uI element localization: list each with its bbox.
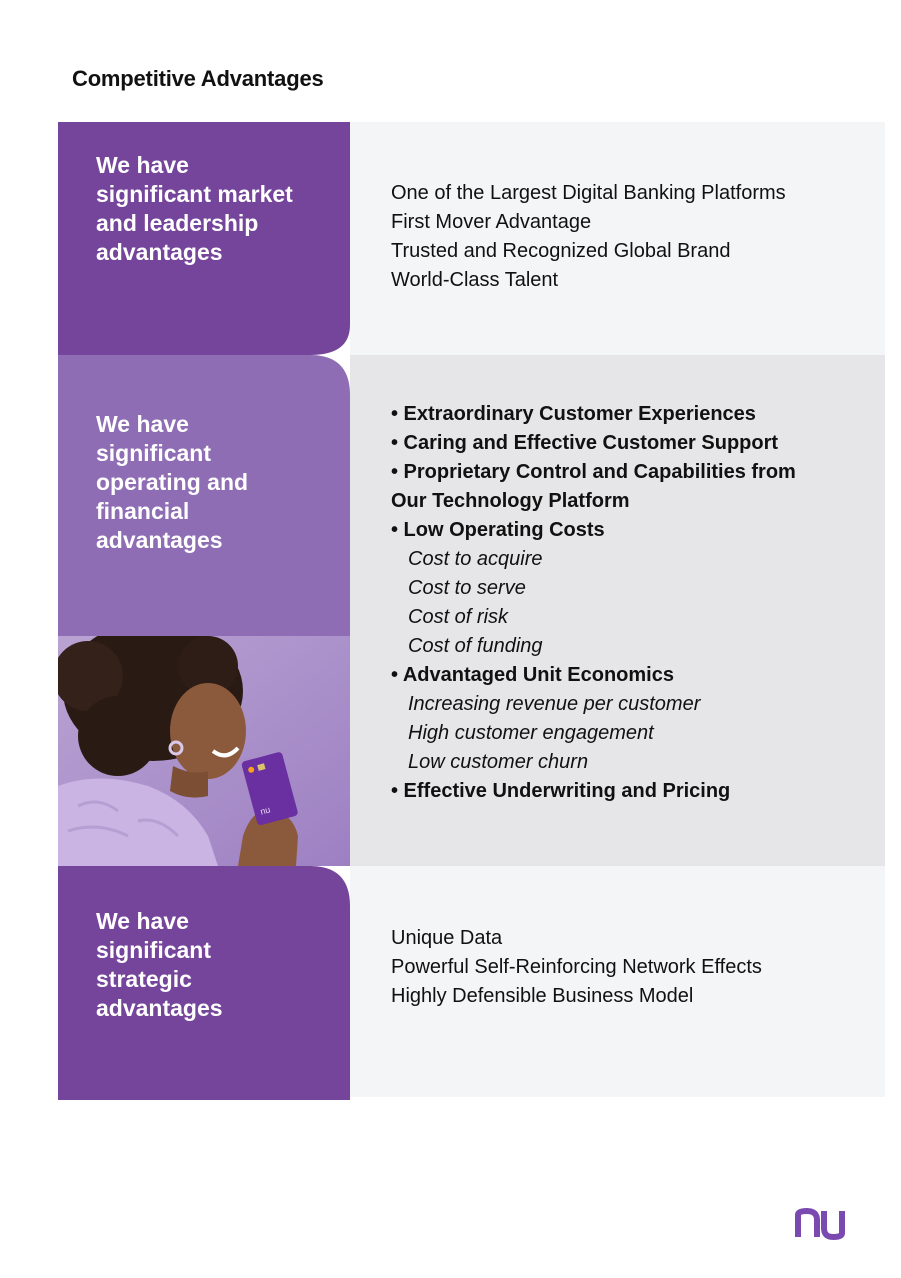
- list-item: One of the Largest Digital Banking Platforms: [391, 182, 786, 204]
- heading-line: We have: [96, 152, 189, 178]
- page-title: Competitive Advantages: [72, 66, 324, 91]
- list-subitem: Cost to serve: [408, 577, 526, 599]
- list-item: • Effective Underwriting and Pricing: [391, 780, 731, 802]
- heading-line: advantages: [96, 995, 223, 1021]
- heading-line: significant: [96, 440, 212, 466]
- list-item: • Proprietary Control and Capabilities from: [391, 461, 796, 483]
- list-subitem: Cost of risk: [408, 606, 509, 628]
- list-item: • Advantaged Unit Economics: [391, 664, 674, 686]
- heading-line: strategic: [96, 966, 192, 992]
- list-subitem: Increasing revenue per customer: [408, 693, 701, 715]
- section-3-heading: [58, 907, 350, 1023]
- list-item: Highly Defensible Business Model: [391, 985, 694, 1007]
- list-item: Our Technology Platform: [391, 490, 630, 512]
- list-subitem: Low customer churn: [408, 751, 589, 773]
- heading-line: significant: [96, 937, 212, 963]
- heading-line: advantages: [96, 239, 223, 265]
- list-subitem: Cost to acquire: [408, 548, 543, 570]
- heading-line: significant market: [96, 181, 293, 207]
- nu-logo-icon: [795, 1206, 847, 1242]
- heading-line: advantages: [96, 527, 223, 553]
- section-1-heading: [58, 151, 350, 267]
- list-item: World-Class Talent: [391, 269, 559, 291]
- customer-photo: [58, 636, 350, 866]
- section-1-list: [350, 179, 885, 295]
- section-3-list: [350, 924, 885, 1011]
- heading-line: operating and: [96, 469, 249, 495]
- list-item: • Low Operating Costs: [391, 519, 605, 541]
- section-2-heading: [58, 410, 350, 555]
- list-item: Powerful Self-Reinforcing Network Effects: [391, 956, 762, 978]
- svg-text:nu: nu: [259, 804, 272, 817]
- section-2-list: [350, 400, 885, 806]
- list-item: Unique Data: [391, 927, 503, 949]
- list-subitem: High customer engagement: [408, 722, 654, 744]
- heading-line: financial: [96, 498, 190, 524]
- heading-line: We have: [96, 411, 189, 437]
- list-item: First Mover Advantage: [391, 211, 592, 233]
- heading-line: and leadership: [96, 210, 259, 236]
- list-item: • Extraordinary Customer Experiences: [391, 403, 756, 425]
- list-item: • Caring and Effective Customer Support: [391, 432, 779, 454]
- list-subitem: Cost of funding: [408, 635, 543, 657]
- heading-line: We have: [96, 908, 189, 934]
- list-item: Trusted and Recognized Global Brand: [391, 240, 731, 262]
